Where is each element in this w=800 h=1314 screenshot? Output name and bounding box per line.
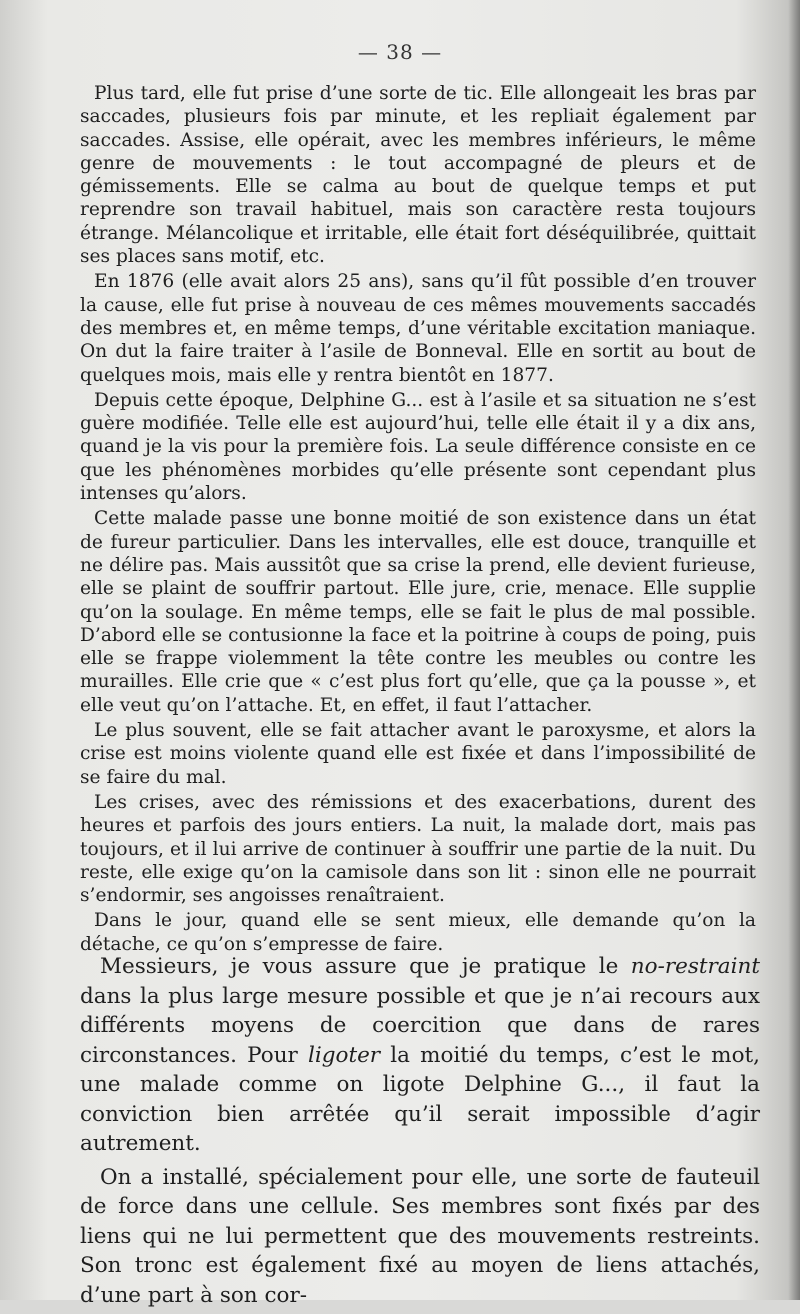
paragraph-jour: Dans le jour, quand elle se sent mieux, elle demande qu’on la détache, ce qu’on s’empresse de faire.	[80, 910, 756, 955]
paragraph-tic: Plus tard, elle fut prise d’une sorte de tic. Elle allongeait les bras par saccades, plusieurs fois par minute, et les repliait également par saccades. Assise, elle opérait, avec les membres inférieurs, le même genre de mouvements : le tout accompagné de pleurs et de gémissements. Elle se calma au bout de quelque temps et put reprendre son travail habituel, mais son caractère resta toujours étrange. Mélancolique et irritable, elle était fort déséquilibrée, quittait ses places sans motif, etc.	[80, 83, 756, 268]
paragraph-fauteuil: On a installé, spécialement pour elle, une sorte de fauteuil de force dans une cellule. Ses membres sont fixés par des liens qui ne lui permettent que des mouvements restreints. Son tronc est également fixé au moyen de liens attachés, d’une part à son cor-	[80, 1164, 760, 1308]
paragraph-crises: Les crises, avec des rémissions et des exacerbations, durent des heures et parfois des jours entiers. La nuit, la malade dort, mais pas toujours, et il lui arrive de continuer à souffrir une partie de la nuit. Du reste, elle exige qu’on la camisole dans son lit : sinon elle ne pourrait s’endormir, ses angoisses renaîtraient.	[80, 791, 756, 907]
lecture-text	[80, 952, 760, 1314]
case-report-text	[80, 82, 756, 958]
paragraph-1876: En 1876 (elle avait alors 25 ans), sans qu’il fût possible d’en trouver la cause, elle fut prise à nouveau de ces mêmes mouvements saccadés des membres et, en même temps, d’une véritable excitation maniaque. On dut la faire traiter à l’asile de Bonneval. Elle en sortit au bout de quelques mois, mais elle y rentra bientôt en 1877.	[80, 271, 756, 386]
messieurs-part-1: Messieurs, je vous assure que je pratique le	[100, 954, 631, 979]
paragraph-fureur: Cette malade passe une bonne moitié de son existence dans un état de fureur particulier. Dans les intervalles, elle est douce, tranquille et ne délire pas. Mais aussitôt que sa crise la prend, elle devient furieuse, elle se plaint de souffrir partout. Elle jure, crie, menace. Elle supplie qu’on la soulage. En même temps, elle se fait le plus de mal possible. D’abord elle se contusionne la face et la poitrine à coups de poing, puis elle se frappe violemment la tête contre les meubles ou contre les murailles. Elle crie que « c’est plus fort qu’elle, que ça la pousse », et elle veut qu’on l’attache. Et, en effet, il faut l’attacher.	[80, 508, 756, 716]
messieurs-part-2: dans la plus large mesure possible et que je n’ai recours aux différents moyens de coercition que dans de rares circonstances. Pour	[80, 983, 760, 1068]
page-edge-shadow	[788, 0, 800, 1300]
italic-no-restraint: no-restraint	[630, 954, 760, 979]
italic-ligoter: ligoter	[307, 1042, 381, 1068]
messieurs-part-3: la moitié du temps, c’est le mot, une malade comme on ligote Delphine G..., il faut la conviction bien arrêtée qu’il serait impossible d’agir autrement.	[80, 1042, 760, 1156]
paragraph-paroxysme: Le plus souvent, elle se fait attacher avant le paroxysme, et alors la crise est moins violente quand elle est fixée et dans l’impossibilité de se faire du mal.	[80, 720, 756, 788]
page-number: — 38 —	[357, 40, 443, 64]
paragraph-depuis: Depuis cette époque, Delphine G... est à l’asile et sa situation ne s’est guère modifiée. Telle elle est aujourd’hui, telle elle était il y a dix ans, quand je la vis pour la première fois. La seule différence consiste en ce que les phénomènes morbides qu’elle présente sont cependant plus intenses qu’alors.	[80, 389, 756, 505]
paragraph-messieurs	[80, 952, 760, 1159]
